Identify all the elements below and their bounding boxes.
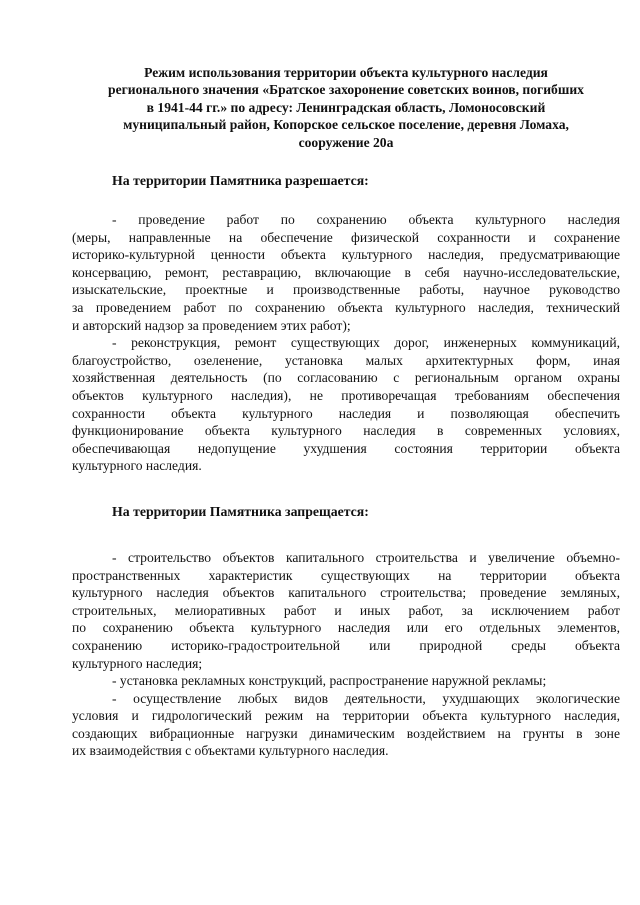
paragraph-line: благоустройство, озеленение, установка малых архитектурных форм, иная bbox=[72, 352, 620, 368]
prohibited-item bbox=[72, 672, 620, 690]
paragraph-line: - строительство объектов капитального строительства и увеличение объемно- bbox=[112, 549, 620, 565]
paragraph-line: сохранности объекта культурного наследия и позволяющая обеспечить bbox=[72, 405, 620, 421]
paragraph-line: - осуществление любых видов деятельности, ухудшающих экологические bbox=[112, 690, 620, 706]
paragraph-line: создающих вибрационные нагрузки динамическим воздействием на грунты в зоне bbox=[72, 725, 620, 741]
paragraph-line: строительных, мелиоративных работ и иных работ, за исключением работ bbox=[72, 602, 620, 618]
document-page bbox=[72, 64, 620, 760]
paragraph-line: - реконструкция, ремонт существующих дорог, инженерных коммуникаций, bbox=[112, 335, 620, 351]
paragraph-line: культурного наследия; bbox=[72, 655, 203, 671]
prohibited-heading: На территории Памятника запрещается: bbox=[112, 503, 369, 519]
prohibited-item bbox=[72, 549, 620, 672]
paragraph-line: их взаимодействия с объектами культурного наследия. bbox=[72, 743, 389, 759]
paragraph-line: функционирование объекта культурного наследия в современных условиях, bbox=[72, 423, 620, 439]
paragraph-line: консервацию, ремонт, реставрацию, включающие в себя научно-исследовательские, bbox=[72, 264, 620, 280]
title-line: в 1941-44 гг.» по адресу: Ленинградская область, Ломоносовский bbox=[146, 99, 546, 115]
permitted-item bbox=[72, 334, 620, 475]
permitted-item bbox=[72, 211, 620, 334]
paragraph-line: изыскательские, проектные и производственные работы, научное руководство bbox=[72, 282, 620, 298]
title-line: сооружение 20а bbox=[298, 134, 394, 150]
title-line: муниципальный район, Копорское сельское поселение, деревня Ломаха, bbox=[123, 117, 569, 133]
title-line: регионального значения «Братское захоронение советских воинов, погибших bbox=[108, 82, 584, 98]
paragraph-line: пространственных характеристик существующих на территории объекта bbox=[72, 567, 620, 583]
paragraph-line: условия и гидрологический режим на территории объекта культурного наследия, bbox=[72, 708, 620, 724]
paragraph-line: культурного наследия объектов капитального строительства; проведение земляных, bbox=[72, 585, 620, 601]
prohibited-item bbox=[72, 690, 620, 760]
paragraph-line: сохранению историко-градостроительной или природной среды объекта bbox=[72, 637, 620, 653]
paragraph-line: хозяйственная деятельность (по согласованию с региональным органом охраны bbox=[72, 370, 620, 386]
paragraph-line: (меры, направленные на обеспечение физической сохранности и сохранение bbox=[72, 229, 620, 245]
paragraph-line: историко-культурной ценности объекта культурного наследия, предусматривающие bbox=[72, 247, 620, 263]
paragraph-line: обеспечивающая недопущение ухудшения состояния территории объекта bbox=[72, 440, 620, 456]
permitted-heading: На территории Памятника разрешается: bbox=[112, 173, 369, 189]
paragraph-line: - проведение работ по сохранению объекта культурного наследия bbox=[112, 212, 620, 228]
paragraph-line: объектов культурного наследия), не противоречащая требованиям обеспечения bbox=[72, 387, 620, 403]
paragraph-line: - установка рекламных конструкций, распространение наружной рекламы; bbox=[112, 673, 547, 689]
paragraph-line: по сохранению объекта культурного наследия или его отдельных элементов, bbox=[72, 620, 620, 636]
paragraph-line: и авторский надзор за проведением этих работ); bbox=[72, 317, 351, 333]
paragraph-line: за проведением работ по сохранению объекта культурного наследия, технический bbox=[72, 300, 620, 315]
paragraph-line: культурного наследия. bbox=[72, 458, 202, 474]
title-line: Режим использования территории объекта культурного наследия bbox=[144, 65, 548, 80]
document-title bbox=[72, 64, 620, 151]
